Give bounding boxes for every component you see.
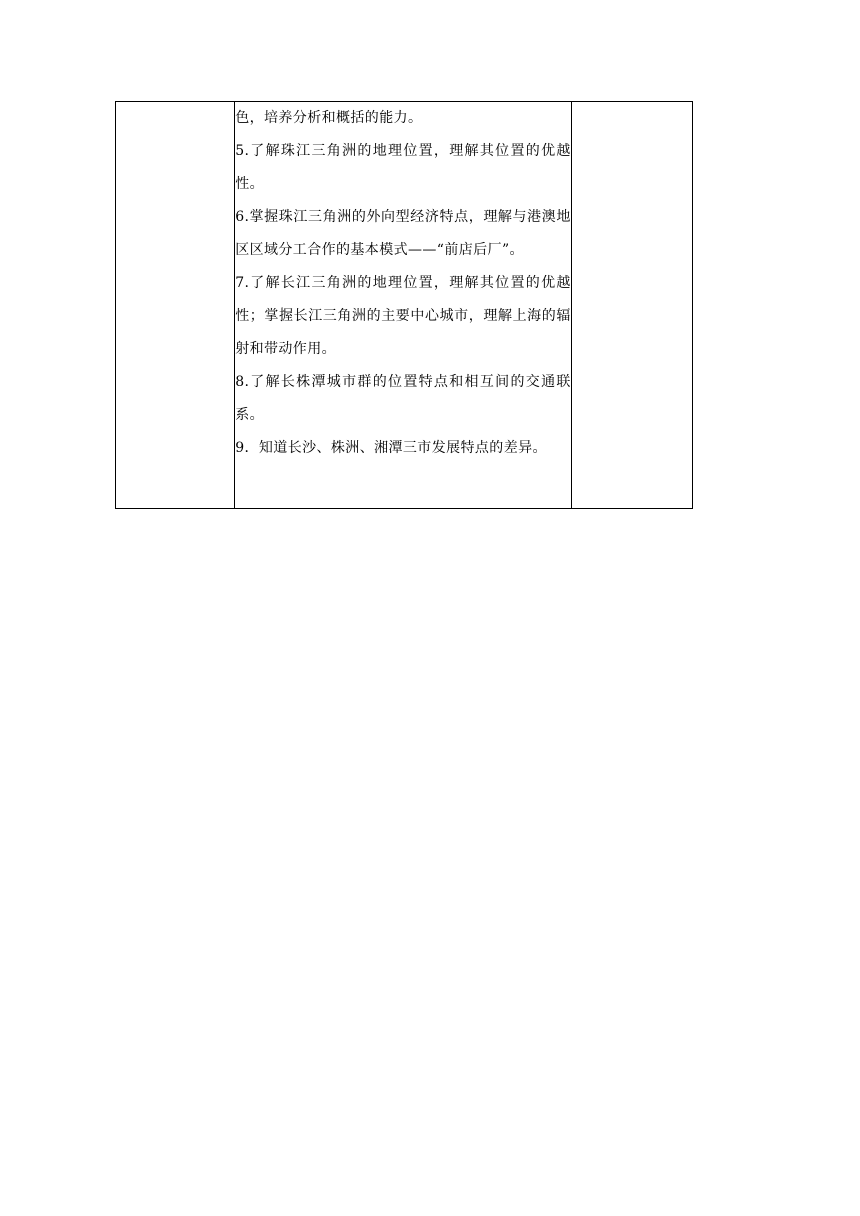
left-empty-cell [116,102,235,509]
objective-paragraph-continued: 色，培养分析和概括的能力。 [235,110,423,126]
objective-paragraph-7: 7.了解长江三角洲的地理位置，理解其位置的优越性；掌握长江三角洲的主要中心城市，理解上海的辐射和带动作用。 [235,275,571,357]
right-empty-cell [571,102,692,509]
objective-paragraph-5: 5.了解珠江三角洲的地理位置，理解其位置的优越性。 [235,143,571,192]
objectives-table [115,101,693,509]
objective-paragraph-9: 9．知道长沙、株洲、湘潭三市发展特点的差异。 [235,440,547,456]
table-row [116,102,693,509]
objective-paragraph-6: 6.掌握珠江三角洲的外向型经济特点，理解与港澳地区区域分工合作的基本模式——“前店后厂”。 [235,209,571,258]
objective-paragraph-8: 8.了解长株潭城市群的位置特点和相互间的交通联系。 [235,374,571,423]
objectives-content-cell [235,102,572,509]
